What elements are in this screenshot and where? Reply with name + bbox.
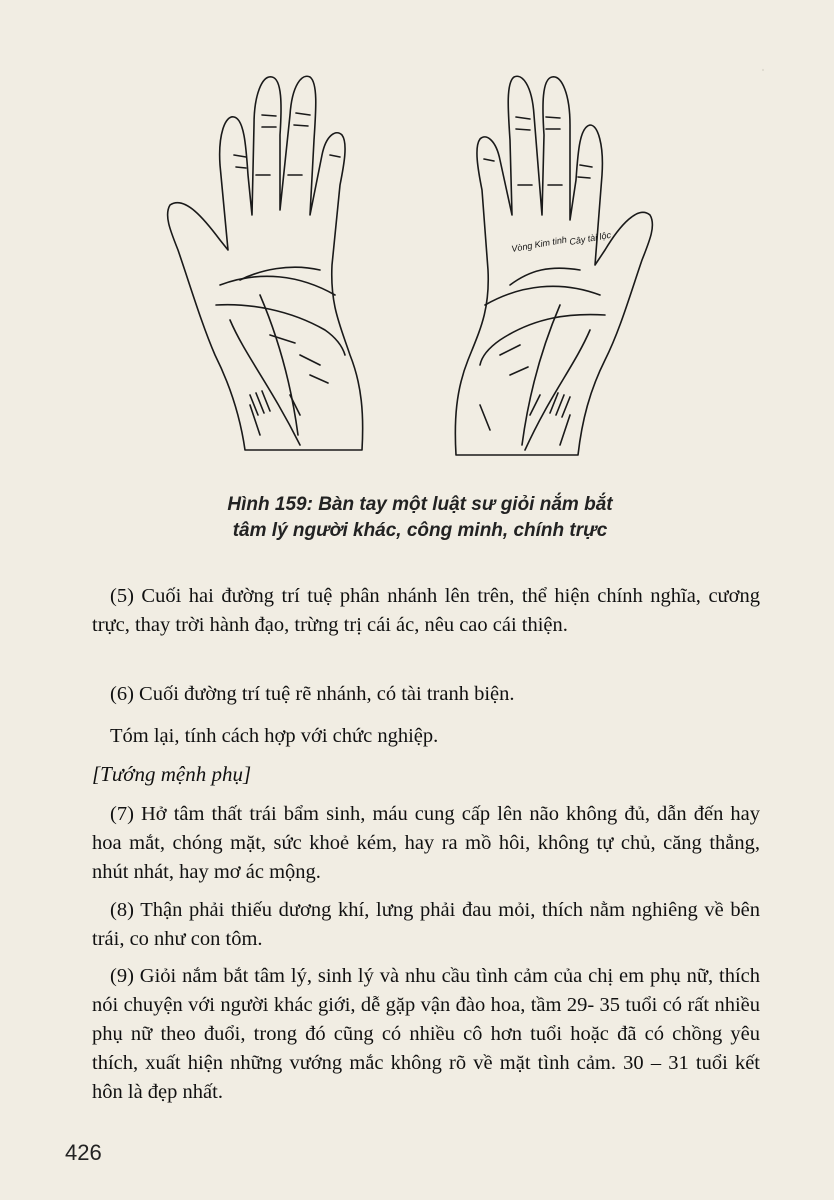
- show-through-text: ·: [760, 60, 766, 80]
- left-hand-outline: [168, 76, 363, 450]
- palm-illustration: [150, 55, 670, 495]
- right-hand-outline: [455, 76, 652, 455]
- summary-line: Tóm lại, tính cách hợp với chức nghiệp.: [110, 725, 439, 747]
- label-fortune-line: Cây tài lộc: [568, 229, 612, 247]
- figure-caption-line1: Hình 159: Bàn tay một luật sư giỏi nắm bắt: [227, 494, 613, 515]
- paragraph-9: (9) Giỏi nắm bắt tâm lý, sinh lý và nhu cầu tình cảm của chị em phụ nữ, thích nói chuyện với người khác giới, dễ gặp vận đào hoa, tầm 29- 35 tuổi có rất nhiều phụ nữ theo đuổi, trong đó cũng có nhiều cô hơn tuổi hoặc đã có chồng yêu thích, xuất hiện những vướng mắc không rõ về mặt tình cảm. 30 – 31 tuổi kết hôn là đẹp nhất.: [92, 965, 760, 1103]
- figure-caption-line2: tâm lý người khác, công minh, chính trực: [232, 520, 608, 541]
- paragraph-8: (8) Thận phải thiếu dương khí, lưng phải đau mỏi, thích nằm nghiêng về bên trái, co như con tôm.: [92, 899, 760, 950]
- label-venus-ring: Vòng Kim tinh: [510, 234, 568, 254]
- paragraph-5: (5) Cuối hai đường trí tuệ phân nhánh lên trên, thể hiện chính nghĩa, cương trực, thay trời hành đạo, trừng trị cái ác, nêu cao cái thiện.: [92, 585, 760, 636]
- paragraph-6: (6) Cuối đường trí tuệ rẽ nhánh, có tài tranh biện.: [110, 683, 515, 705]
- paragraph-7: (7) Hở tâm thất trái bẩm sinh, máu cung cấp lên não không đủ, dẫn đến hay hoa mắt, chóng mặt, sức khoẻ kém, hay ra mồ hôi, không tự chủ, căng thẳng, nhút nhát, hay mơ ác mộng.: [92, 803, 760, 883]
- page-number: 426: [65, 1140, 102, 1165]
- two-palms-drawing: [150, 55, 670, 495]
- section-heading: [Tướng mệnh phụ]: [92, 762, 252, 786]
